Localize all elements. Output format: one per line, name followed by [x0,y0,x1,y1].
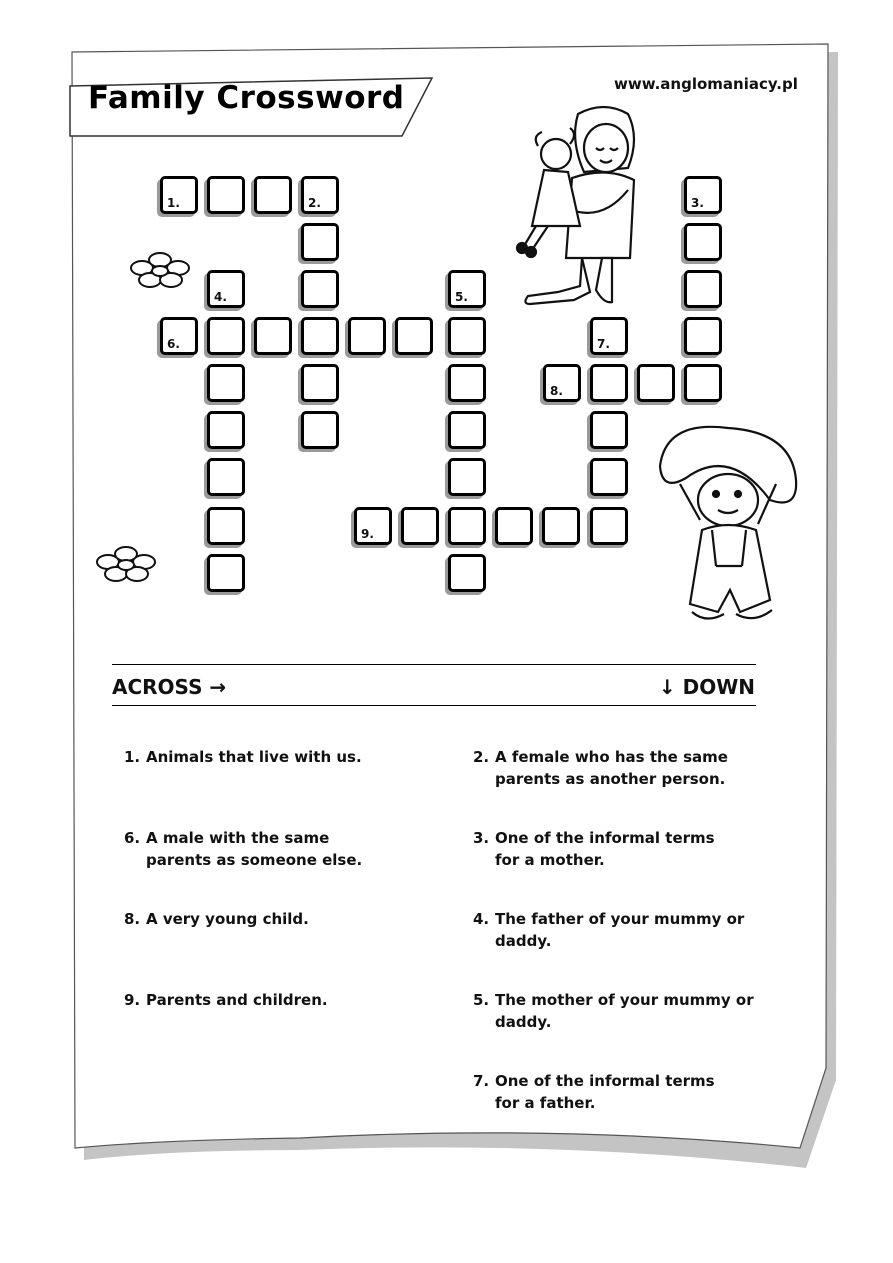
across-heading: ACROSS → [112,675,227,699]
crossword-cell[interactable] [301,364,339,402]
section-divider [112,664,756,665]
crossword-cell[interactable] [448,364,486,402]
page-title: Family Crossword [88,80,405,116]
crossword-cell[interactable] [207,411,245,449]
clue-number: 9. [124,991,141,1009]
crossword-cell[interactable] [542,507,580,545]
crossword-cell[interactable] [448,317,486,355]
clue-number: 7. [473,1072,490,1090]
clue-number-label: 3. [691,196,704,210]
crossword-cell[interactable] [301,317,339,355]
crossword-cell[interactable] [301,223,339,261]
crossword-cell[interactable] [543,364,581,402]
clue-text: Parents and children. [146,991,328,1009]
clue-text: A male with the same parents as someone else. [146,829,363,869]
crossword-cell[interactable] [254,317,292,355]
clue-text: Animals that live with us. [146,748,362,766]
clue-number: 8. [124,910,141,928]
down-clue [473,827,763,871]
clue-number-label: 5. [455,290,468,304]
website-url: www.anglomaniacy.pl [614,75,798,93]
across-clue [124,827,414,871]
crossword-cell[interactable] [448,270,486,308]
crossword-cell[interactable] [637,364,675,402]
crossword-cell[interactable] [684,317,722,355]
clue-number-label: 1. [167,196,180,210]
clue-text: A female who has the same parents as another person. [495,748,728,788]
clue-number-label: 4. [214,290,227,304]
crossword-cell[interactable] [354,507,392,545]
clue-text: The father of your mummy or daddy. [495,910,745,950]
crossword-cell[interactable] [254,176,292,214]
crossword-cell[interactable] [348,317,386,355]
down-heading: ↓ DOWN [658,675,755,699]
crossword-cell[interactable] [448,507,486,545]
crossword-cell[interactable] [684,270,722,308]
crossword-cell[interactable] [684,364,722,402]
clue-number: 1. [124,748,141,766]
crossword-cell[interactable] [448,554,486,592]
clue-number: 2. [473,748,490,766]
crossword-cell[interactable] [590,364,628,402]
crossword-cell[interactable] [207,507,245,545]
crossword-cell[interactable] [160,176,198,214]
crossword-cell[interactable] [207,364,245,402]
clue-text: A very young child. [146,910,309,928]
across-clue [124,746,414,768]
clue-number-label: 7. [597,337,610,351]
crossword-cell[interactable] [207,317,245,355]
crossword-cell[interactable] [448,458,486,496]
across-clue [124,989,414,1011]
clue-number-label: 2. [308,196,321,210]
crossword-cell[interactable] [395,317,433,355]
clue-number: 4. [473,910,490,928]
crossword-cell[interactable] [301,411,339,449]
clue-number-label: 9. [361,527,374,541]
section-divider [112,705,756,706]
crossword-cell[interactable] [301,176,339,214]
crossword-cell[interactable] [684,223,722,261]
crossword-cell[interactable] [590,458,628,496]
crossword-cell[interactable] [448,411,486,449]
across-clue [124,908,414,930]
clue-number-label: 6. [167,337,180,351]
crossword-cell[interactable] [207,458,245,496]
clue-number: 5. [473,991,490,1009]
down-clue [473,1070,763,1114]
crossword-cell[interactable] [401,507,439,545]
crossword-cell[interactable] [590,507,628,545]
crossword-cell[interactable] [160,317,198,355]
crossword-cell[interactable] [495,507,533,545]
down-clue [473,908,763,952]
crossword-cell[interactable] [207,270,245,308]
crossword-cell[interactable] [301,270,339,308]
crossword-cell[interactable] [684,176,722,214]
crossword-cell[interactable] [590,411,628,449]
clue-number: 3. [473,829,490,847]
crossword-cell[interactable] [207,176,245,214]
crossword-cell[interactable] [207,554,245,592]
clue-number: 6. [124,829,141,847]
clue-number-label: 8. [550,384,563,398]
clue-text: The mother of your mummy or daddy. [495,991,754,1031]
crossword-cell[interactable] [590,317,628,355]
clue-text: One of the informal terms for a mother. [495,829,715,869]
down-clue [473,989,763,1033]
down-clue [473,746,763,790]
clue-text: One of the informal terms for a father. [495,1072,715,1112]
